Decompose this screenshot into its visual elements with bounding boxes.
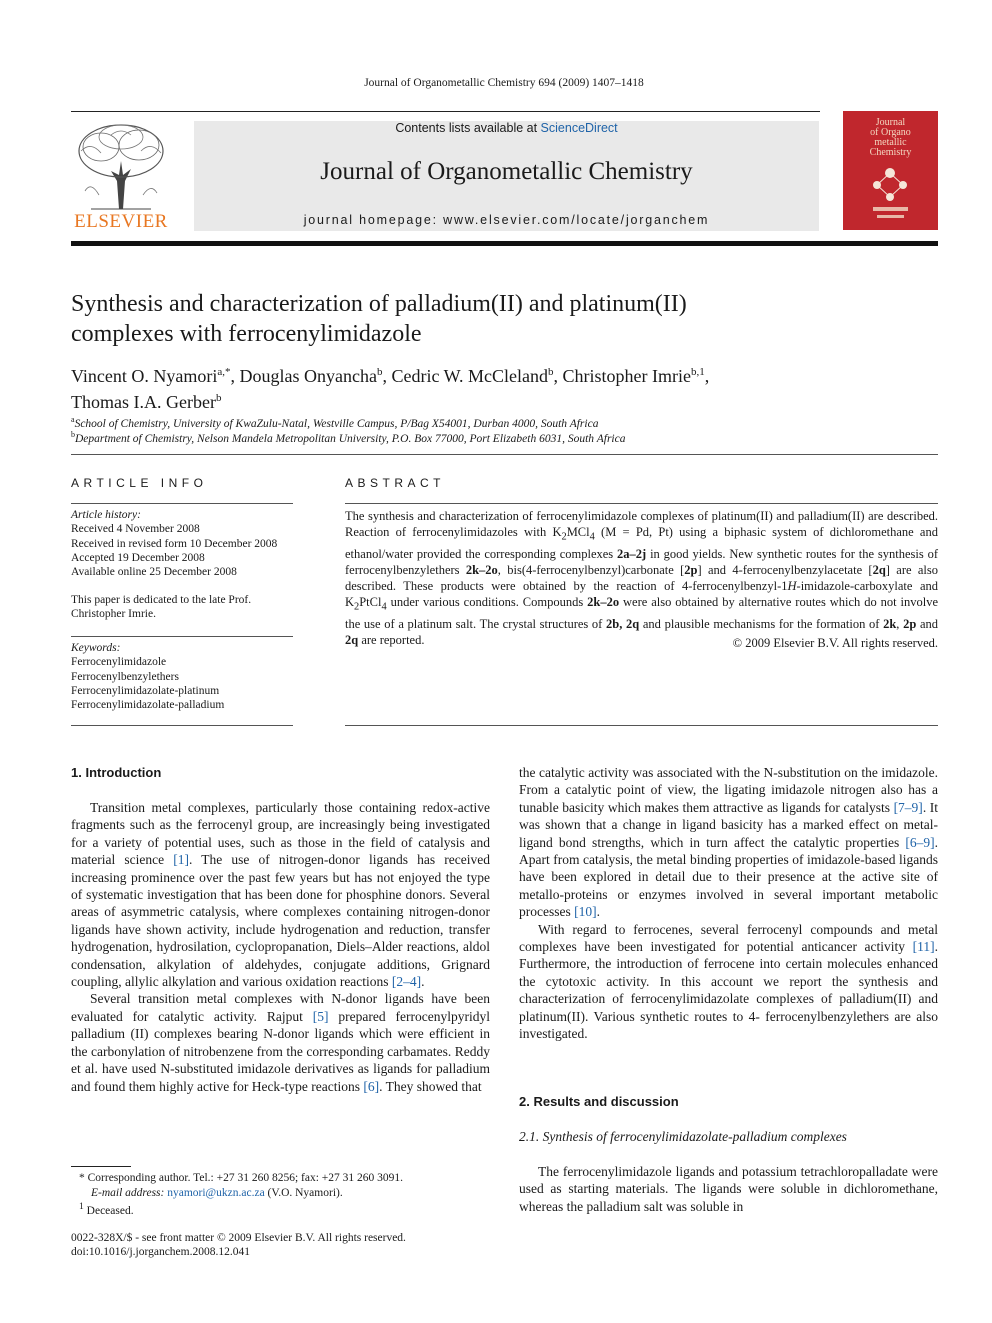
abstract-text: The synthesis and characterization of ferrocenylimidazole complexes of platinum(II) and palladium(II) are described. Reaction of ferrocenylimidazoles with $K_2MCl_4$ (M = Pd, Pt) using a biphasic system of dichloromethane and ethanol/water provided the corresponding complexes 2a–2j in good yields. New synthetic routes for the synthesis of ferrocenylbenzylethers 2k–2o, bis(4-ferrocenylbenzyl)carbonate [2p] and 4-ferrocenylbenzylacetate [2q] are also described. These products were obtained by the reaction of 4-ferrocenylbenzyl-1H-imidazole-carboxylate and $K_2PtCl_4$ under various conditions. Compounds 2k–2o were also obtained by alternative routes which do not involve the use of a platinum salt. The crystal structures of 2b, 2q and plausible mechanisms for the formation of 2k, 2p and 2q are reported. — [345, 509, 938, 647]
author-sup[interactable]: b — [377, 366, 383, 378]
article-info-bottom-rule — [71, 725, 293, 726]
header-rule — [71, 111, 820, 112]
author-sup[interactable]: b,1 — [690, 366, 705, 378]
abstract-rule — [345, 503, 938, 504]
contents-line — [194, 121, 819, 135]
footnotes — [71, 1171, 501, 1218]
history-online: Available online 25 December 2008 — [71, 566, 237, 579]
paragraph: Several transition metal complexes with N-donor ligands have been evaluated for catalytic activity. Rajput [5] prepared ferrocenylpyridyl palladium (II) complexes bearing N-donor ligands which were efficient in the carbonylation of nitrobenzene from the corresponding carbamates. Reddy et al. have used N-substituted imidazole derivatives as ligands for palladium and found them highly active for Heck-type reactions [6]. They showed that — [71, 991, 490, 1094]
journal-homepage[interactable]: journal homepage: www.elsevier.com/locate/jorganchem — [303, 213, 710, 227]
author-name[interactable]: Thomas I.A. Gerber — [71, 392, 216, 412]
citation-link[interactable]: [11] — [912, 939, 935, 955]
author-name[interactable]: Cedric W. McCleland — [391, 366, 548, 386]
keywords — [71, 641, 296, 712]
elsevier-logo — [71, 121, 171, 233]
issn-line: 0022-328X/$ - see front matter © 2009 Elsevier B.V. All rights reserved. — [71, 1232, 406, 1244]
history-received: Received 4 November 2008 — [71, 523, 200, 536]
affiliation-rule — [71, 454, 938, 455]
sciencedirect-link[interactable]: ScienceDirect — [540, 121, 618, 135]
article-info-heading: ARTICLE INFO — [71, 476, 208, 490]
corresponding-author-note: Corresponding author. Tel.: +27 31 260 8256; fax: +27 31 260 3091. — [87, 1172, 404, 1184]
citation-link[interactable]: [2–4] — [391, 974, 422, 990]
cover-title-line: metallic — [874, 137, 907, 148]
citation-link[interactable]: [6] — [363, 1078, 380, 1094]
doi-line[interactable]: doi:10.1016/j.jorganchem.2008.12.041 — [71, 1246, 250, 1258]
keywords-label: Keywords: — [71, 642, 121, 654]
affiliation-text: Department of Chemistry, Nelson Mandela Metropolitan University, P.O. Box 77000, Port Elizabeth 6031, South Africa — [75, 432, 626, 445]
paragraph: The ferrocenylimidazole ligands and potassium tetrachloropalladate were used as starting materials. The ligands were soluble in dichloromethane, whereas the palladium salt was soluble in — [519, 1164, 938, 1214]
keyword: Ferrocenylbenzylethers — [71, 670, 179, 683]
article-history — [71, 508, 296, 579]
masthead-rule — [71, 241, 938, 246]
cover-title-line: Chemistry — [869, 147, 912, 158]
dedication-line: This paper is dedicated to the late Prof. — [71, 594, 252, 606]
article-info-rule — [71, 503, 293, 504]
author-sup[interactable]: a,* — [217, 366, 231, 378]
citation-link[interactable]: [5] — [312, 1008, 329, 1024]
citation-link[interactable]: [10] — [574, 904, 597, 920]
running-header: Journal of Organometallic Chemistry 694 (2009) 1407–1418 — [364, 77, 644, 89]
author-sep: , — [704, 366, 710, 386]
right-column-continued — [519, 1163, 938, 1215]
section-heading-introduction: 1. Introduction — [71, 765, 162, 780]
citation-link[interactable]: [7–9] — [893, 799, 923, 815]
keyword: Ferrocenylimidazolate-platinum — [71, 684, 220, 697]
email-label: E-mail address: — [91, 1186, 168, 1199]
author-name[interactable]: Vincent O. Nyamori — [71, 366, 218, 386]
keyword: Ferrocenylimidazole — [71, 656, 167, 669]
affiliation-sup: b — [71, 430, 75, 439]
abstract-heading: ABSTRACT — [345, 476, 446, 490]
history-revised: Received in revised form 10 December 2008 — [71, 537, 278, 550]
email-link[interactable]: nyamori@ukzn.ac.za — [167, 1186, 265, 1199]
citation-link[interactable]: [6–9] — [905, 834, 935, 850]
affiliation-text: School of Chemistry, University of KwaZulu-Natal, Westville Campus, P/Bag X54001, Durban 4000, South Africa — [74, 417, 599, 430]
title-line-2: complexes with ferrocenylimidazole — [71, 321, 422, 347]
history-label: Article history: — [71, 509, 141, 521]
author-name[interactable]: Douglas Onyancha — [239, 366, 377, 386]
dedication-line: Christopher Imrie. — [71, 608, 156, 621]
journal-title: Journal of Organometallic Chemistry — [320, 158, 693, 185]
affiliation-a — [71, 415, 931, 430]
title-line-1: Synthesis and characterization of palladium(II) and platinum(II) — [71, 291, 687, 317]
author-sup[interactable]: b — [547, 366, 554, 378]
author-list — [71, 361, 931, 413]
cover-title-line: Journal — [875, 117, 906, 128]
right-column — [519, 764, 938, 1043]
cover-title — [843, 118, 938, 158]
footnote-rule — [71, 1166, 131, 1167]
history-accepted: Accepted 19 December 2008 — [71, 551, 205, 564]
abstract-bottom-rule — [345, 725, 938, 726]
article-title — [71, 289, 931, 349]
email-owner: (V.O. Nyamori). — [264, 1186, 343, 1199]
contents-prefix: Contents lists available at — [395, 121, 541, 135]
author-sep: , — [382, 366, 392, 386]
section-heading-results: 2. Results and discussion — [519, 1094, 679, 1109]
paragraph: With regard to ferrocenes, several ferrocenyl compounds and metal complexes have been investigated for potential anticancer activity [11]. Furthermore, the introduction of ferrocene into certain molecules enhanced the cytotoxic activity. In this account we report the synthesis and characterization of ferrocenylimidazolate complexes of palladium(II) and platinum(II). Various synthetic routes to 4- ferrocenylbenzylethers are also investigated. — [519, 921, 938, 1042]
deceased-note: Deceased. — [86, 1204, 134, 1217]
cover-title-line: of Organo — [870, 127, 911, 138]
keywords-rule — [71, 636, 293, 637]
author-sep: , — [553, 366, 563, 386]
footnote-mark: * — [79, 1172, 85, 1184]
citation-link[interactable]: [1] — [173, 852, 189, 868]
affiliation-b — [71, 430, 931, 445]
author-sup[interactable]: b — [215, 392, 222, 404]
abstract-copyright: © 2009 Elsevier B.V. All rights reserved. — [732, 636, 938, 650]
footnote-mark: 1 — [79, 1201, 84, 1212]
author-sep: , — [230, 366, 240, 386]
author-name[interactable]: Christopher Imrie — [562, 366, 691, 386]
subsection-heading: 2.1. Synthesis of ferrocenylimidazolate-palladium complexes — [519, 1129, 847, 1144]
affiliation-sup: a — [71, 415, 75, 424]
dedication — [71, 593, 296, 622]
publisher-name: ELSEVIER — [74, 211, 168, 232]
paragraph: Transition metal complexes, particularly those containing redox-active fragments such as the ferrocenyl group, are increasingly being investigated for a variety of potential uses, such as those in the field of catalysis and material science [1]. The use of nitrogen-donor ligands has received increasing prominence over the past few years but has not enjoyed the type of systematic investigation that has been done for phosphine donors. Several areas of asymmetric catalysis, where complexes containing nitrogen-donor ligands have shown activity, include hydrogenation and reduction, transfer hydrogenation, hydrosilation, cyclopropanation, Diels–Alder reactions, aldol condensation, alkylation of aldehydes, conjugate additions, Grignard coupling, allylic alkylation and various oxidation reactions [2–4]. — [71, 800, 490, 990]
paragraph: the catalytic activity was associated with the N-substitution on the imidazole. From a catalytic point of view, the ligating imidazole nitrogen also has a tunable basicity which makes them attractive as ligands for catalysts [7–9]. It was shown that a change in ligand basicity has a marked effect on metal-ligand bond strengths, which in turn affect the catalytic properties [6–9]. Apart from catalysis, the metal binding properties of imidazole-based ligands have been explored in detail due to their presence at the active site of metallo-proteins or enzymes involved in several important metabolic processes [10]. — [519, 765, 939, 920]
keyword: Ferrocenylimidazolate-palladium — [71, 699, 225, 712]
left-column — [71, 799, 490, 1095]
